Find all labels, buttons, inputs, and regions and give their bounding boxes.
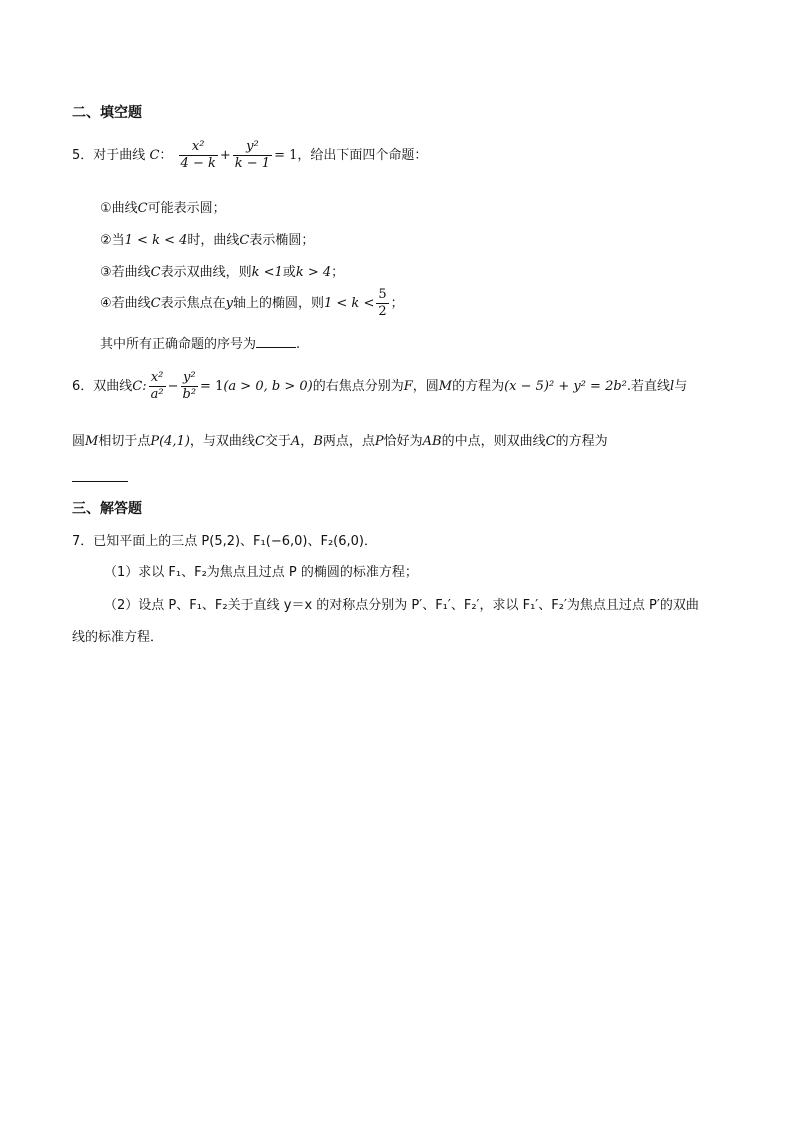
p3-end: ； [331, 265, 345, 280]
q5-fraction-2-numerator: y² [246, 139, 259, 154]
q6-point-p2: P [374, 434, 384, 449]
p3-or: 或 [282, 265, 296, 280]
q5-equals: = 1 [274, 148, 298, 163]
q5-fraction-2-denominator: k − 1 [234, 156, 271, 171]
q5-proposition-4 [100, 287, 404, 320]
q6-f2-num: y² [182, 370, 196, 385]
q6-lead: 双曲线 [93, 379, 133, 394]
p4-symbol: C [150, 296, 161, 311]
section-title-fill-in: 二、填空题 [72, 105, 142, 121]
p2-inequality: 1 < k < 4 [124, 233, 188, 248]
q6-minus: − [167, 379, 179, 394]
p4-fraction-denominator: 2 [378, 304, 387, 319]
q6-t5: 与 [674, 379, 688, 394]
q5-fraction-2 [233, 139, 272, 172]
question-7-part-1: （1）求以 F₁、F₂为焦点且过点 P 的椭圆的标准方程； [104, 565, 418, 580]
question-6-line-1 [72, 370, 687, 403]
q6-point-a: A [290, 434, 301, 449]
p4-text-c: 轴上的椭圆，则 [232, 296, 324, 311]
question-5-number: 5． [72, 148, 94, 163]
p3-text-b: 表示双曲线，则 [160, 265, 252, 280]
p3-symbol: C [150, 265, 161, 280]
p4-end: ； [390, 296, 404, 311]
q6-line-l: l [670, 379, 675, 394]
p2-symbol: C [239, 233, 250, 248]
section-title-answer: 三、解答题 [72, 501, 142, 517]
q6-l2-curve: C [254, 434, 265, 449]
question-7-part-2-cont: 线的标准方程． [72, 630, 164, 645]
p4-text-a: ④若曲线 [100, 296, 151, 311]
q5-fraction-1 [179, 139, 218, 172]
p4-fraction [376, 287, 388, 320]
q6-f2-den: b² [182, 387, 197, 402]
q5-ask [100, 333, 300, 352]
q5-lead: 对于曲线 [93, 148, 146, 163]
q6-answer-blank-row [72, 467, 128, 486]
p3-ineq-2: k > 4 [295, 265, 332, 280]
q6-focus: F [403, 379, 413, 394]
p2-text-b: 时，曲线 [187, 233, 240, 248]
p2-text-a: ②当 [100, 233, 125, 248]
q6-condition: (a > 0, b > 0) [223, 379, 313, 394]
q6-point-b: B [313, 434, 323, 449]
q5-fraction-1-numerator: x² [191, 139, 205, 154]
p3-text-a: ③若曲线 [100, 265, 151, 280]
q5-proposition-3 [100, 261, 344, 280]
q6-point-p: P(4,1) [150, 434, 190, 449]
p3-ineq-1: k <1 [251, 265, 283, 280]
q6-l2-c: ，与双曲线 [189, 434, 255, 449]
question-7-part-2: （2）设点 P、F₁、F₂关于直线 y＝x 的对称点分别为 P′、F₁′、F₂′，求以 F₁′、F₂′为焦点且过点 P′的双曲 [104, 598, 699, 613]
q6-curve: C: [132, 379, 147, 394]
q6-l2-a: 圆 [72, 434, 86, 449]
q6-fraction-1 [149, 370, 166, 403]
q6-l2-f: 两点，点 [322, 434, 375, 449]
q5-plus: + [219, 148, 231, 163]
question-5-stem [72, 139, 427, 172]
p4-axis: y [225, 296, 233, 311]
q6-l2-curve-2: C [545, 434, 556, 449]
q6-circle-equation: (x − 5)² + y² = 2b² [504, 379, 627, 394]
q5-ask-text: 其中所有正确命题的序号为 [100, 337, 257, 352]
q6-l2-e: ， [300, 434, 314, 449]
q6-t4: .若直线 [626, 379, 671, 394]
question-7-stem: 7．已知平面上的三点 P(5,2)、F₁(−6,0)、F₂(6,0)． [72, 534, 377, 549]
p4-fraction-numerator: 5 [378, 287, 387, 302]
q5-colon: ： [159, 148, 173, 163]
q6-l2-g: 恰好为 [383, 434, 423, 449]
question-6-number: 6． [72, 379, 94, 394]
p1-text-b: 可能表示圆； [147, 201, 226, 216]
q5-fraction-1-denominator: 4 − k [180, 156, 216, 171]
q5-proposition-2 [100, 229, 314, 248]
q6-f1-den: a² [150, 387, 164, 402]
q5-answer-blank[interactable] [256, 347, 296, 348]
q6-f1-num: x² [150, 370, 164, 385]
q5-curve-symbol: C [149, 148, 160, 163]
p1-symbol: C [137, 201, 148, 216]
q6-segment-ab: AB [422, 434, 442, 449]
q5-after: ，给出下面四个命题： [297, 148, 428, 163]
p4-text-b: 表示焦点在 [160, 296, 226, 311]
q6-t1: 的右焦点分别为 [312, 379, 404, 394]
q5-end: . [296, 337, 301, 352]
q6-answer-blank[interactable] [72, 467, 128, 482]
q6-t3: 的方程为 [452, 379, 505, 394]
q6-fraction-2 [181, 370, 199, 403]
q6-eq: = 1 [200, 379, 224, 394]
question-6-line-2 [72, 430, 608, 449]
p4-ineq: 1 < k < [324, 296, 375, 311]
p1-text-a: ①曲线 [100, 201, 138, 216]
q6-l2-i: 的方程为 [555, 434, 608, 449]
q6-l2-h: 的中点，则双曲线 [441, 434, 546, 449]
q6-l2-m: M [85, 434, 99, 449]
q6-l2-b: 相切于点 [98, 434, 151, 449]
q5-proposition-1 [100, 197, 226, 216]
q6-circle-m: M [438, 379, 453, 394]
p2-text-c: 表示椭圆； [249, 233, 315, 248]
q6-t2: ，圆 [412, 379, 439, 394]
q6-l2-d: 交于 [264, 434, 291, 449]
